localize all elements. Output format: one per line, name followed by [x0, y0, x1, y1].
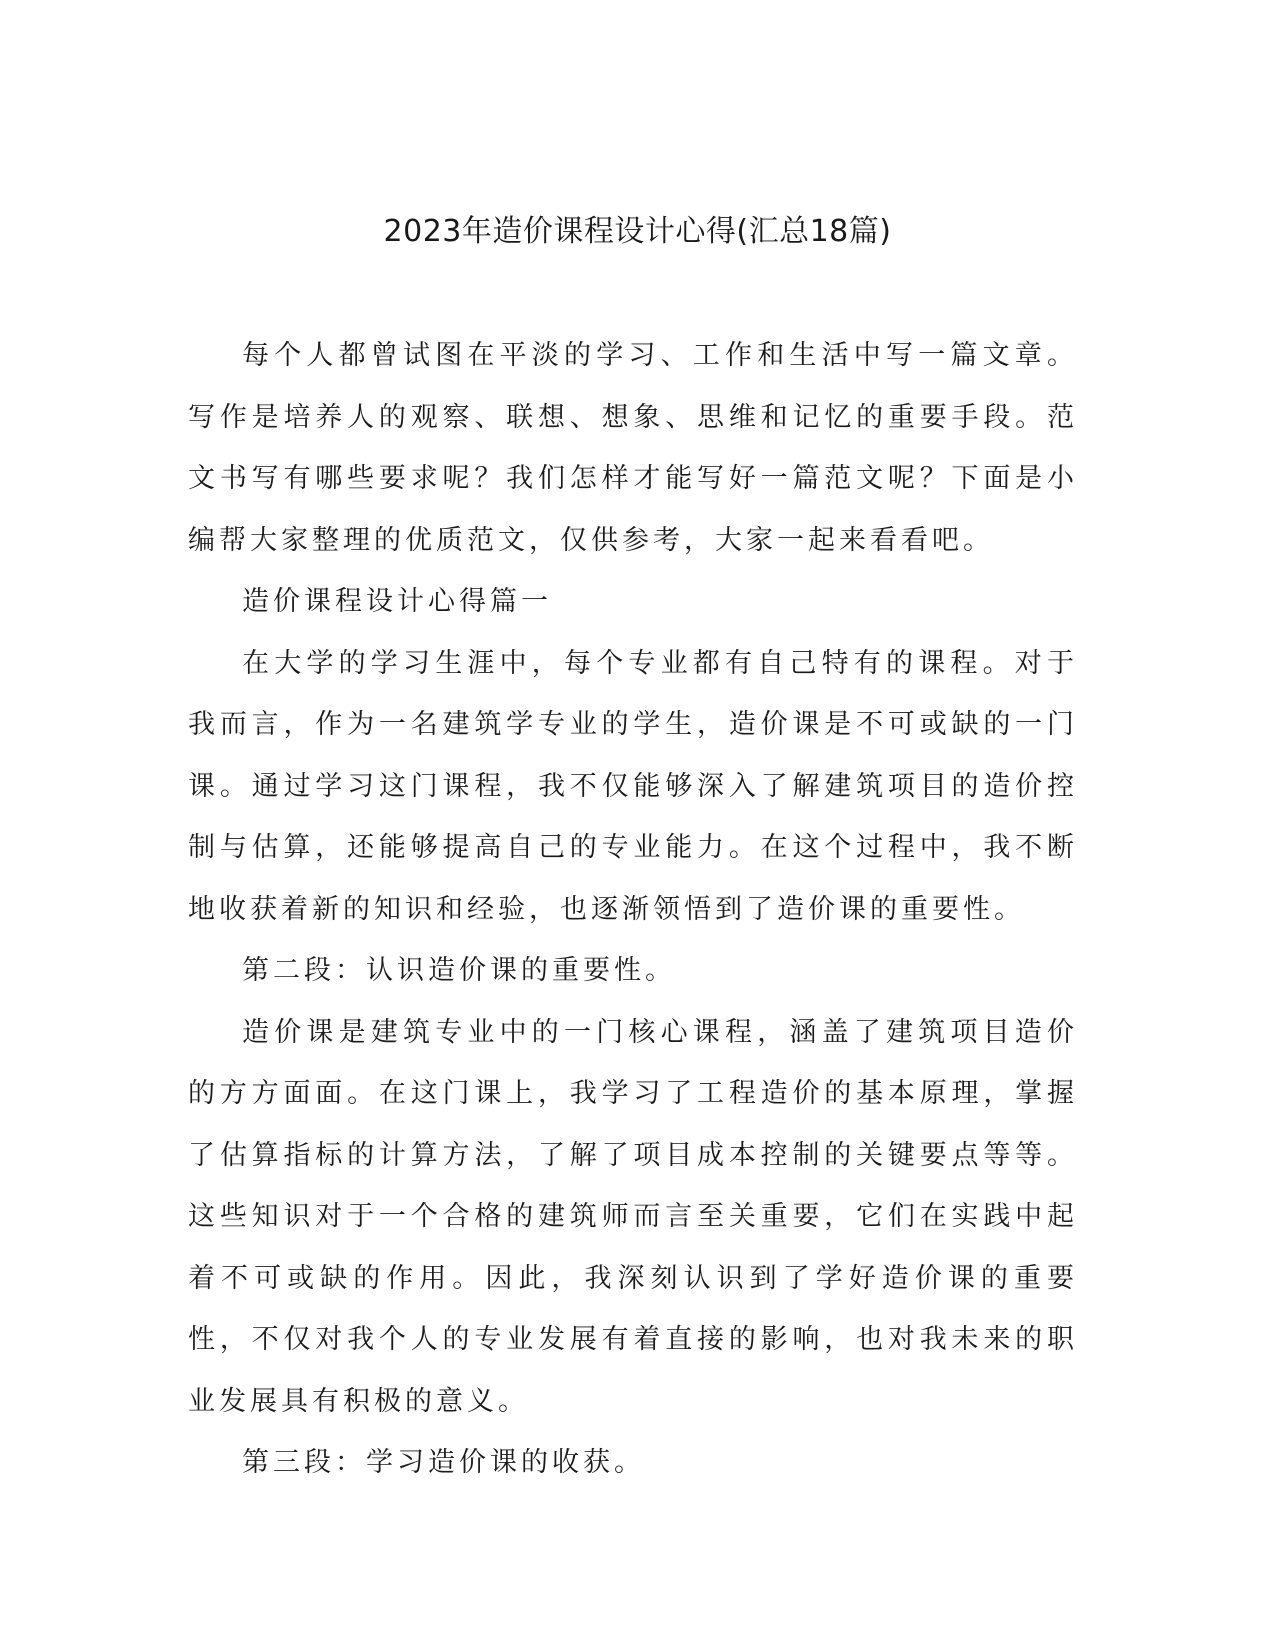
intro-paragraph: 每个人都曾试图在平淡的学习、工作和生活中写一篇文章。写作是培养人的观察、联想、想象、思维和记忆的重要手段。范文书写有哪些要求呢？我们怎样才能写好一篇范文呢？下面是小编帮大家整理的优质范文，仅供参考，大家一起来看看吧。	[188, 340, 1078, 556]
section-heading-3: 第三段：学习造价课的收获。	[242, 1447, 645, 1478]
section-heading-1: 造价课程设计心得篇一	[242, 586, 552, 617]
body-paragraph-1: 在大学的学习生涯中，每个专业都有自己特有的课程。对于我而言，作为一名建筑学专业的学生，造价课是不可或缺的一门课。通过学习这门课程，我不仅能够深入了解建筑项目的造价控制与估算，还能够提高自己的专业能力。在这个过程中，我不断地收获着新的知识和经验，也逐渐领悟到了造价课的重要性。	[188, 647, 1078, 925]
section-heading-2: 第二段：认识造价课的重要性。	[242, 955, 676, 986]
body-paragraph-2: 造价课是建筑专业中的一门核心课程，涵盖了建筑项目造价的方方面面。在这门课上，我学习了工程造价的基本原理，掌握了估算指标的计算方法，了解了项目成本控制的关键要点等等。这些知识对于一个合格的建筑师而言至关重要，它们在实践中起着不可或缺的作用。因此，我深刻认识到了学好造价课的重要性，不仅对我个人的专业发展有着直接的影响，也对我未来的职业发展具有积极的意义。	[188, 1016, 1078, 1417]
document-body	[188, 325, 1078, 1494]
document-title: 2023年造价课程设计心得(汇总18篇)	[383, 214, 892, 249]
